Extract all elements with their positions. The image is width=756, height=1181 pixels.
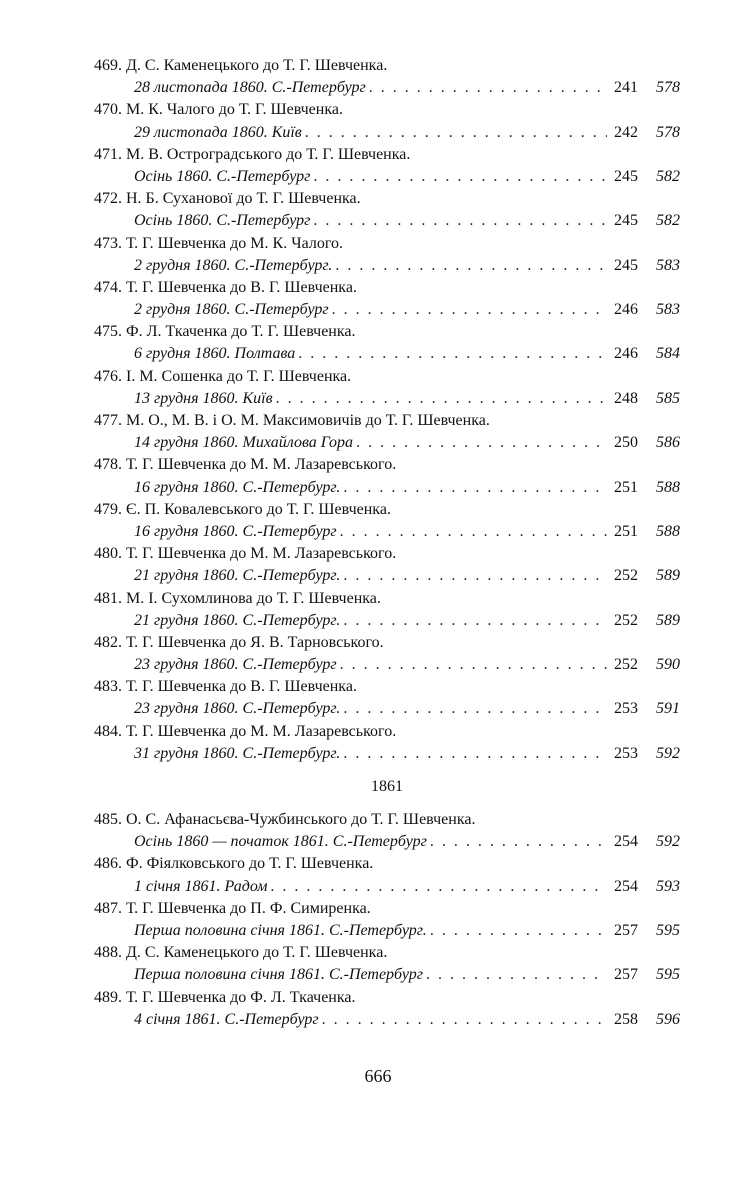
toc-entry: [94, 55, 680, 99]
entry-text-page: 250: [614, 434, 638, 452]
leader-dots: [369, 77, 607, 99]
leader-dots: [313, 166, 607, 188]
entry-title: М. К. Чалого до Т. Г. Шевченка.: [126, 101, 343, 119]
entry-number: 487.: [94, 899, 122, 917]
entry-title: Т. Г. Шевченка до М. К. Чалого.: [126, 234, 343, 252]
entry-number: 471.: [94, 145, 122, 163]
entry-note-page: 589: [656, 567, 680, 585]
entry-number: 469.: [94, 57, 122, 74]
entry-note-page: 578: [656, 79, 680, 97]
toc-entry: [94, 277, 680, 321]
toc-section-1861: [94, 809, 680, 1031]
entry-title: Ф. Л. Ткаченка до Т. Г. Шевченка.: [126, 323, 356, 341]
entry-text-page: 253: [614, 744, 638, 762]
toc-entry: [94, 188, 680, 232]
entry-note-page: 590: [656, 656, 680, 674]
toc-entry: [94, 144, 680, 188]
year-heading: 1861: [371, 778, 403, 795]
entry-text-page: 257: [614, 921, 638, 939]
toc-entry: [94, 588, 680, 632]
leader-dots: [343, 610, 607, 632]
entry-number: 478.: [94, 456, 122, 474]
leader-dots: [270, 876, 607, 898]
entry-title: Т. Г. Шевченка до М. М. Лазаревського.: [126, 545, 397, 563]
entry-date: Осінь 1860 — початок 1861. С.-Петербург: [134, 833, 427, 851]
entry-date: Осінь 1860. С.-Петербург: [134, 167, 311, 185]
leader-dots: [343, 698, 607, 720]
entry-title: Д. С. Каменецького до Т. Г. Шевченка.: [126, 944, 388, 962]
entry-text-page: 258: [614, 1010, 638, 1028]
table-of-contents: [94, 55, 680, 1031]
page-number: 666: [364, 1066, 392, 1086]
entry-date: 4 січня 1861. С.-Петербург: [134, 1010, 319, 1028]
entry-note-page: 593: [656, 877, 680, 895]
entry-number: 473.: [94, 234, 122, 252]
entry-date: 21 грудня 1860. С.-Петербург.: [134, 611, 341, 629]
entry-title: Т. Г. Шевченка до В. Г. Шевченка.: [126, 678, 357, 696]
toc-entry: [94, 632, 680, 676]
entry-note-page: 583: [656, 256, 680, 274]
entry-number: 488.: [94, 944, 122, 962]
entry-note-page: 595: [656, 921, 680, 939]
entry-number: 481.: [94, 589, 122, 607]
entry-date: 23 грудня 1860. С.-Петербург.: [134, 700, 341, 718]
entry-date: 23 грудня 1860. С.-Петербург: [134, 656, 337, 674]
entry-text-page: 246: [614, 301, 638, 319]
leader-dots: [430, 920, 607, 942]
entry-date: 1 січня 1861. Радом: [134, 877, 268, 895]
entry-date: 16 грудня 1860. С.-Петербург.: [134, 478, 341, 496]
entry-title: Ф. Фіялковського до Т. Г. Шевченка.: [126, 855, 374, 873]
entry-note-page: 585: [656, 389, 680, 407]
entry-number: 477.: [94, 412, 122, 429]
toc-entry: [94, 987, 680, 1031]
toc-entry: [94, 942, 680, 986]
leader-dots: [426, 964, 607, 986]
entry-date: 6 грудня 1860. Полтава: [134, 345, 296, 363]
leader-dots: [356, 432, 607, 454]
entry-note-page: 595: [656, 966, 680, 984]
toc-entry: [94, 233, 680, 277]
entry-date: 29 листопада 1860. Київ: [134, 123, 302, 141]
entry-text-page: 242: [614, 123, 638, 141]
entry-date: Перша половина січня 1861. С.-Петербург.: [134, 921, 427, 939]
leader-dots: [298, 343, 607, 365]
entry-number: 470.: [94, 101, 122, 119]
entry-title: О. С. Афанасьєва-Чужбинського до Т. Г. Шевченка.: [126, 811, 476, 828]
entry-text-page: 245: [614, 167, 638, 185]
entry-text-page: 246: [614, 345, 638, 363]
entry-title: І. М. Сошенка до Т. Г. Шевченка.: [126, 367, 352, 385]
entry-note-page: 578: [656, 123, 680, 141]
entry-number: 484.: [94, 722, 122, 740]
entry-text-page: 254: [614, 877, 638, 895]
leader-dots: [335, 255, 607, 277]
entry-text-page: 248: [614, 389, 638, 407]
entry-number: 474.: [94, 278, 122, 296]
entry-date: 21 грудня 1860. С.-Петербург.: [134, 567, 341, 585]
leader-dots: [313, 210, 607, 232]
entry-text-page: 245: [614, 256, 638, 274]
entry-title: Н. Б. Суханової до Т. Г. Шевченка.: [126, 190, 361, 208]
toc-entry: [94, 410, 680, 454]
leader-dots: [332, 299, 607, 321]
leader-dots: [340, 521, 607, 543]
entry-number: 475.: [94, 323, 122, 341]
entry-date: Осінь 1860. С.-Петербург: [134, 212, 311, 230]
toc-entry: [94, 543, 680, 587]
entry-title: М. І. Сухомлинова до Т. Г. Шевченка.: [126, 589, 381, 607]
entry-note-page: 583: [656, 301, 680, 319]
entry-note-page: 591: [656, 700, 680, 718]
entry-text-page: 254: [614, 833, 638, 851]
leader-dots: [276, 388, 607, 410]
entry-note-page: 584: [656, 345, 680, 363]
entry-date: 16 грудня 1860. С.-Петербург: [134, 522, 337, 540]
entry-title: Т. Г. Шевченка до П. Ф. Симиренка.: [126, 899, 371, 917]
entry-number: 482.: [94, 633, 122, 651]
toc-entry: [94, 499, 680, 543]
leader-dots: [340, 654, 607, 676]
entry-number: 479.: [94, 500, 122, 518]
leader-dots: [305, 122, 607, 144]
entry-title: Т. Г. Шевченка до Я. В. Тарновського.: [126, 633, 384, 651]
leader-dots: [343, 743, 607, 765]
leader-dots: [430, 831, 607, 853]
toc-entry: [94, 366, 680, 410]
entry-text-page: 241: [614, 79, 638, 97]
entry-date: 13 грудня 1860. Київ: [134, 389, 273, 407]
toc-entry: [94, 99, 680, 143]
entry-note-page: 596: [656, 1010, 680, 1028]
toc-entry: [94, 853, 680, 897]
entry-number: 485.: [94, 811, 122, 828]
entry-note-page: 586: [656, 434, 680, 452]
toc-entry: [94, 898, 680, 942]
entry-note-page: 592: [656, 744, 680, 762]
entry-title: Т. Г. Шевченка до М. М. Лазаревського.: [126, 456, 397, 474]
entry-note-page: 588: [656, 522, 680, 540]
entry-date: 31 грудня 1860. С.-Петербург.: [134, 744, 341, 762]
entry-text-page: 253: [614, 700, 638, 718]
entry-number: 476.: [94, 367, 122, 385]
entry-text-page: 251: [614, 522, 638, 540]
entry-title: М. В. Остроградського до Т. Г. Шевченка.: [126, 145, 411, 163]
entry-title: Т. Г. Шевченка до М. М. Лазаревського.: [126, 722, 397, 740]
entry-text-page: 245: [614, 212, 638, 230]
entry-text-page: 257: [614, 966, 638, 984]
entry-number: 472.: [94, 190, 122, 208]
leader-dots: [343, 565, 607, 587]
entry-title: Є. П. Ковалевського до Т. Г. Шевченка.: [126, 500, 391, 518]
entry-note-page: 592: [656, 833, 680, 851]
entry-title: М. О., М. В. і О. М. Максимовичів до Т. Г. Шевченка.: [126, 412, 490, 429]
leader-dots: [322, 1009, 607, 1031]
entry-note-page: 589: [656, 611, 680, 629]
toc-section-1860: [94, 55, 680, 765]
entry-note-page: 588: [656, 478, 680, 496]
entry-date: 2 грудня 1860. С.-Петербург.: [134, 256, 333, 274]
entry-date: 14 грудня 1860. Михайлова Гора: [134, 434, 354, 452]
entry-number: 489.: [94, 988, 122, 1006]
entry-number: 486.: [94, 855, 122, 873]
entry-title: Т. Г. Шевченка до Ф. Л. Ткаченка.: [126, 988, 356, 1006]
toc-entry: [94, 721, 680, 765]
toc-entry: [94, 321, 680, 365]
entry-title: Д. С. Каменецького до Т. Г. Шевченка.: [126, 57, 388, 74]
entry-text-page: 252: [614, 656, 638, 674]
entry-text-page: 252: [614, 567, 638, 585]
entry-date: Перша половина січня 1861. С.-Петербург: [134, 966, 424, 984]
toc-entry: [94, 676, 680, 720]
leader-dots: [343, 477, 607, 499]
toc-entry: [94, 809, 680, 853]
entry-note-page: 582: [656, 212, 680, 230]
entry-date: 2 грудня 1860. С.-Петербург: [134, 301, 329, 319]
entry-number: 483.: [94, 678, 122, 696]
entry-title: Т. Г. Шевченка до В. Г. Шевченка.: [126, 278, 357, 296]
entry-note-page: 582: [656, 167, 680, 185]
entry-text-page: 251: [614, 478, 638, 496]
toc-entry: [94, 454, 680, 498]
entry-number: 480.: [94, 545, 122, 563]
entry-text-page: 252: [614, 611, 638, 629]
entry-date: 28 листопада 1860. С.-Петербург: [134, 79, 366, 97]
